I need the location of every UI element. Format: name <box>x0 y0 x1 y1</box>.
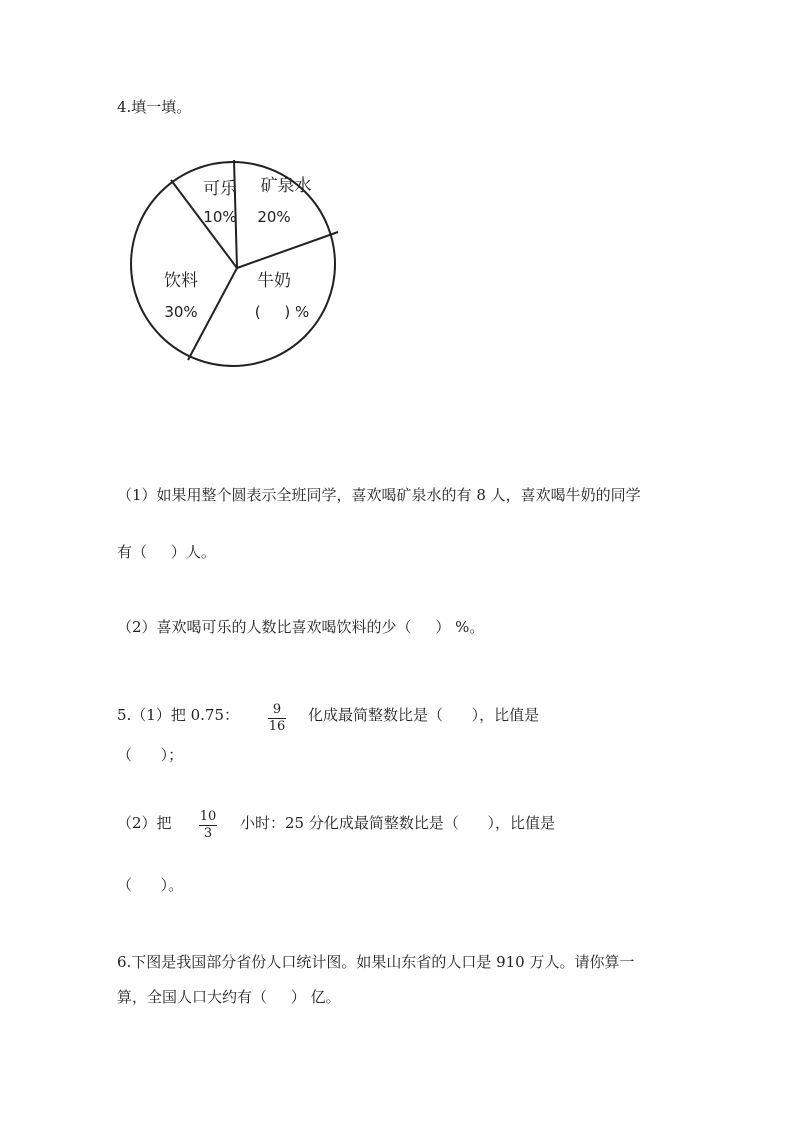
question-4-part-1-line-1: （1）如果用整个圆表示全班同学，喜欢喝矿泉水的有 8 人，喜欢喝牛奶的同学 <box>117 486 641 504</box>
slice-label-milk: 牛奶 <box>257 271 291 291</box>
question-4-part-1-line-2: 有（ ）人。 <box>117 543 216 561</box>
slice-label-cola: 可乐 <box>203 179 237 199</box>
fraction-numerator: 9 <box>272 702 282 717</box>
question-4-part-2: （2）喜欢喝可乐的人数比喜欢喝饮料的少（ ） %。 <box>117 618 485 636</box>
slice-pct-cola: 10% <box>203 208 237 226</box>
fraction-numerator: 10 <box>199 809 217 824</box>
pie-chart <box>128 155 348 377</box>
fraction-denominator: 3 <box>203 826 213 841</box>
slice-blank-milk: ( ) % <box>254 303 310 321</box>
slice-pct-drink: 30% <box>164 303 198 321</box>
question-5-part-2-post: 小时：25 分化成最简整数比是（ ），比值是 <box>240 814 555 832</box>
question-6-line-1: 6.下图是我国部分省份人口统计图。如果山东省的人口是 910 万人。请你算一 <box>117 953 635 971</box>
slice-pct-water: 20% <box>257 208 291 226</box>
fraction-9-16 <box>266 703 288 734</box>
question-5-part-1-post: 化成最简整数比是（ ），比值是 <box>308 706 540 724</box>
question-5-part-1-pre: 5.（1）把 0.75： <box>117 706 240 724</box>
question-5-part-2-line-2: （ ）。 <box>117 876 184 894</box>
fraction-denominator: 16 <box>268 719 286 734</box>
question-5-part-2-pre: （2）把 <box>117 814 172 832</box>
question-4-title: 4.填一填。 <box>117 98 192 116</box>
fraction-10-3 <box>197 810 219 841</box>
question-6-line-2: 算，全国人口大约有（ ） 亿。 <box>117 988 341 1006</box>
slice-label-water: 矿泉水 <box>260 176 312 196</box>
slice-label-drink: 饮料 <box>164 271 198 291</box>
question-5-part-1-line-2: （ ）； <box>117 746 184 764</box>
